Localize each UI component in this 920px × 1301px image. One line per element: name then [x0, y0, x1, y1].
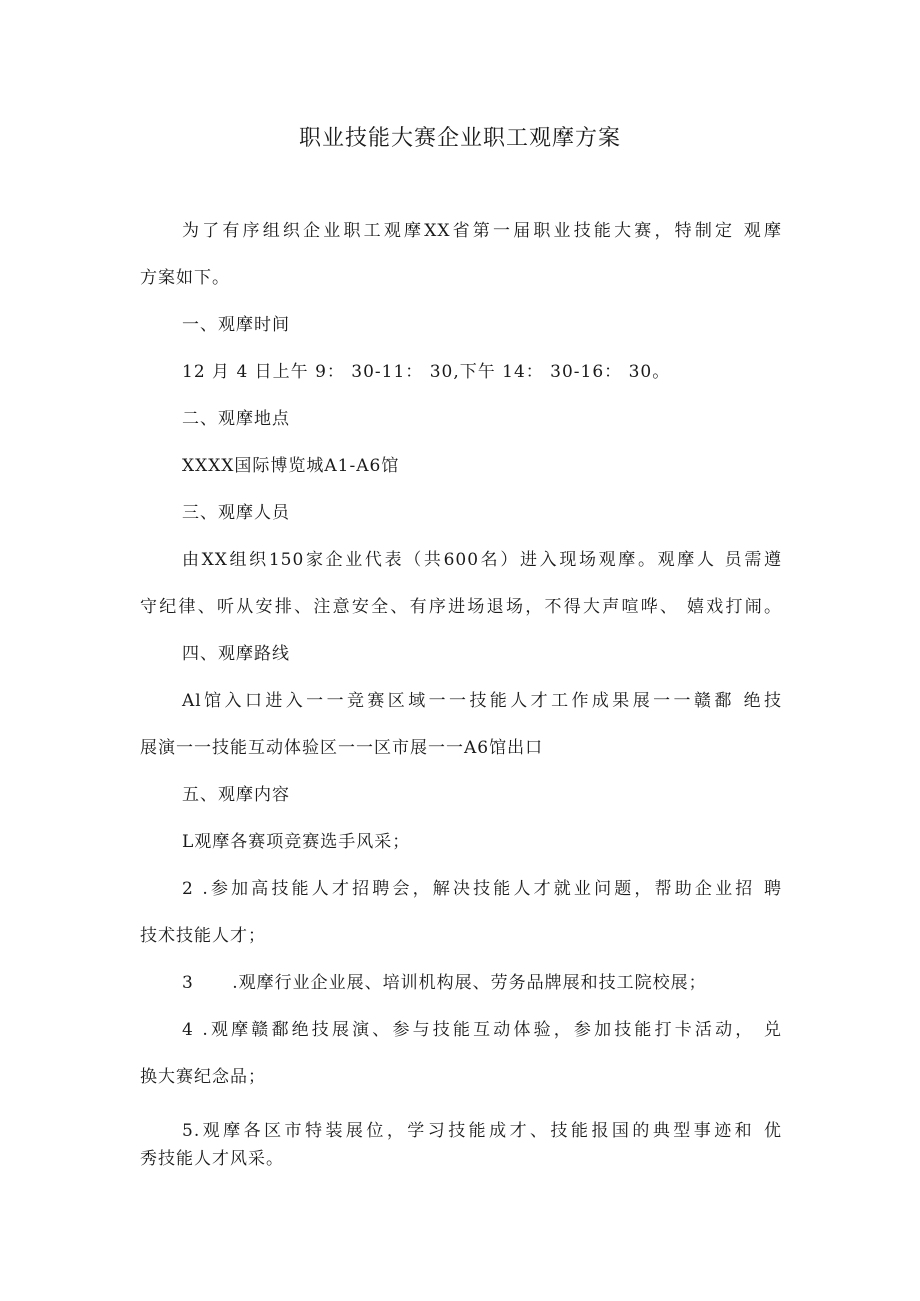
content-item-3: 3 .观摩行业企业展、培训机构展、劳务品牌展和技工院校展；	[182, 973, 707, 993]
intro-line-2: 方案如下。	[140, 268, 230, 288]
section-heading-content: 五、观摩内容	[182, 785, 290, 805]
document-title: 职业技能大赛企业职工观摩方案	[298, 126, 621, 151]
section-text-personnel-line-1: 由XX组织150家企业代表（共600名）进入现场观摩。观摩人 员需遵	[182, 550, 782, 570]
content-item-4-line-2: 换大赛纪念品；	[140, 1067, 266, 1087]
section-heading-location: 二、观摩地点	[182, 409, 290, 429]
section-text-personnel-line-2: 守纪律、听从安排、注意安全、有序进场退场，不得大声喧哗、 嬉戏打闹。	[140, 597, 782, 617]
section-heading-time: 一、观摩时间	[182, 315, 290, 335]
content-item-5-line-1: 5.观摩各区市特装展位，学习技能成才、技能报国的典型事迹和 优	[182, 1121, 782, 1141]
section-text-time: 12 月 4 日上午 9： 30-11： 30,下午 14： 30-16： 30。	[182, 362, 671, 382]
intro-line-1: 为了有序组织企业职工观摩XX省第一届职业技能大赛，特制定 观摩	[182, 221, 782, 241]
section-text-route-line-2: 展演一一技能互动体验区一一区市展一一A6馆出口	[140, 738, 544, 758]
section-text-location: XXXX国际博览城A1-A6馆	[182, 456, 400, 476]
content-item-2-line-2: 技术技能人才；	[140, 926, 266, 946]
section-heading-personnel: 三、观摩人员	[182, 503, 290, 523]
content-item-5-line-2: 秀技能人才风采。	[140, 1149, 284, 1169]
content-item-2-line-1: 2 .参加高技能人才招聘会，解决技能人才就业问题，帮助企业招 聘	[182, 879, 782, 899]
content-item-4-line-1: 4 .观摩赣鄱绝技展演、参与技能互动体验，参加技能打卡活动， 兑	[182, 1020, 782, 1040]
section-heading-route: 四、观摩路线	[182, 644, 290, 664]
content-item-1: L观摩各赛项竞赛选手风采；	[182, 832, 411, 852]
section-text-route-line-1: Al馆入口进入一一竞赛区域一一技能人才工作成果展一一赣鄱 绝技	[182, 691, 782, 711]
